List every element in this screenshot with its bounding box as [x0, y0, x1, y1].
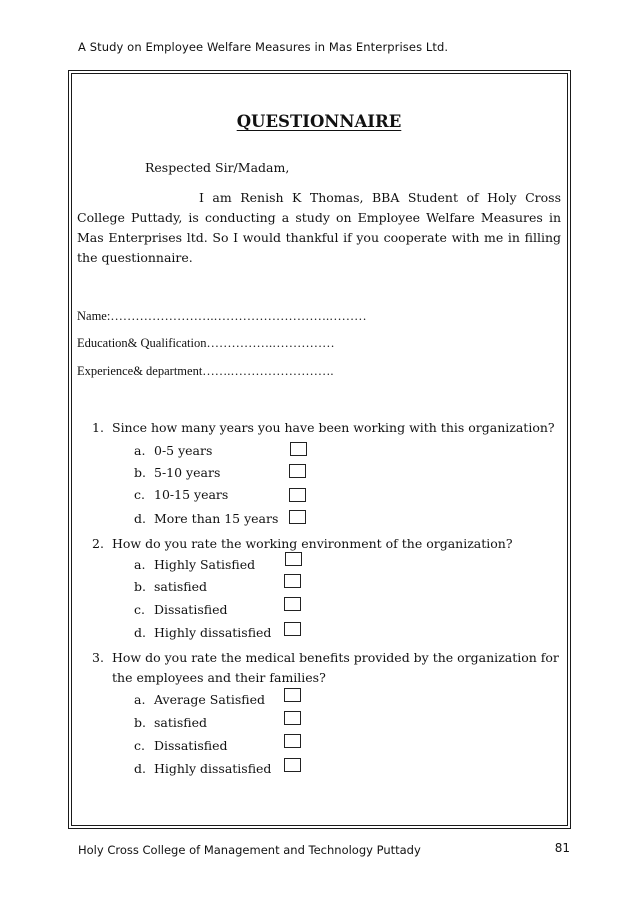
checkbox-2d[interactable]: [284, 622, 301, 636]
option-3c: c. Dissatisfied: [134, 738, 228, 753]
option-2c: c. Dissatisfied: [134, 602, 228, 617]
running-footer: Holy Cross College of Management and Technology Puttady: [78, 843, 421, 857]
education-field[interactable]: Education& Qualification…………….……………: [77, 336, 335, 350]
intro-text: I am Renish K Thomas, BBA Student of Holy Cross College Puttady, is conducting a study on Employee Welfare Measures in Mas Enterprises ltd. So I would thankful if you cooperate with me in filling the questionnaire.: [77, 190, 561, 265]
question-3-continued: the employees and their families?: [112, 670, 326, 685]
checkbox-3a[interactable]: [284, 688, 301, 702]
name-field[interactable]: Name:…………………….……………………….………: [77, 309, 367, 323]
checkbox-1d[interactable]: [289, 510, 306, 524]
questionnaire-title: QUESTIONNAIRE: [236, 112, 402, 131]
question-2: [92, 534, 562, 554]
option-2a: a. Highly Satisfied: [134, 557, 256, 572]
intro-paragraph: [77, 188, 561, 268]
experience-field[interactable]: Experience& department…….…………………….: [77, 364, 334, 378]
salutation: Respected Sir/Madam,: [145, 160, 290, 175]
question-number: 1.: [92, 420, 104, 435]
checkbox-2b[interactable]: [284, 574, 301, 588]
page-number: 81: [554, 841, 570, 855]
option-1a: a. 0-5 years: [134, 443, 213, 458]
checkbox-2c[interactable]: [284, 597, 301, 611]
option-1b: b. 5-10 years: [134, 465, 221, 480]
checkbox-3c[interactable]: [284, 734, 301, 748]
question-3: [92, 648, 562, 668]
running-header: A Study on Employee Welfare Measures in Mas Enterprises Ltd.: [78, 40, 449, 54]
question-text: How do you rate the medical benefits provided by the organization for: [112, 650, 559, 665]
checkbox-1b[interactable]: [289, 464, 306, 478]
checkbox-2a[interactable]: [285, 552, 302, 566]
checkbox-1a[interactable]: [290, 442, 307, 456]
option-2b: b. satisfied: [134, 579, 208, 594]
checkbox-3b[interactable]: [284, 711, 301, 725]
question-number: 3.: [92, 650, 104, 665]
question-1: [92, 418, 562, 438]
option-3d: d. Highly dissatisfied: [134, 761, 272, 776]
option-3b: b. satisfied: [134, 715, 208, 730]
option-3a: a. Average Satisfied: [134, 692, 265, 707]
checkbox-3d[interactable]: [284, 758, 301, 772]
question-text: Since how many years you have been working with this organization?: [112, 420, 555, 435]
checkbox-1c[interactable]: [289, 488, 306, 502]
option-2d: d. Highly dissatisfied: [134, 625, 272, 640]
question-number: 2.: [92, 536, 104, 551]
question-text: How do you rate the working environment of the organization?: [112, 536, 513, 551]
option-1d: d. More than 15 years: [134, 511, 279, 526]
option-1c: c. 10-15 years: [134, 487, 229, 502]
